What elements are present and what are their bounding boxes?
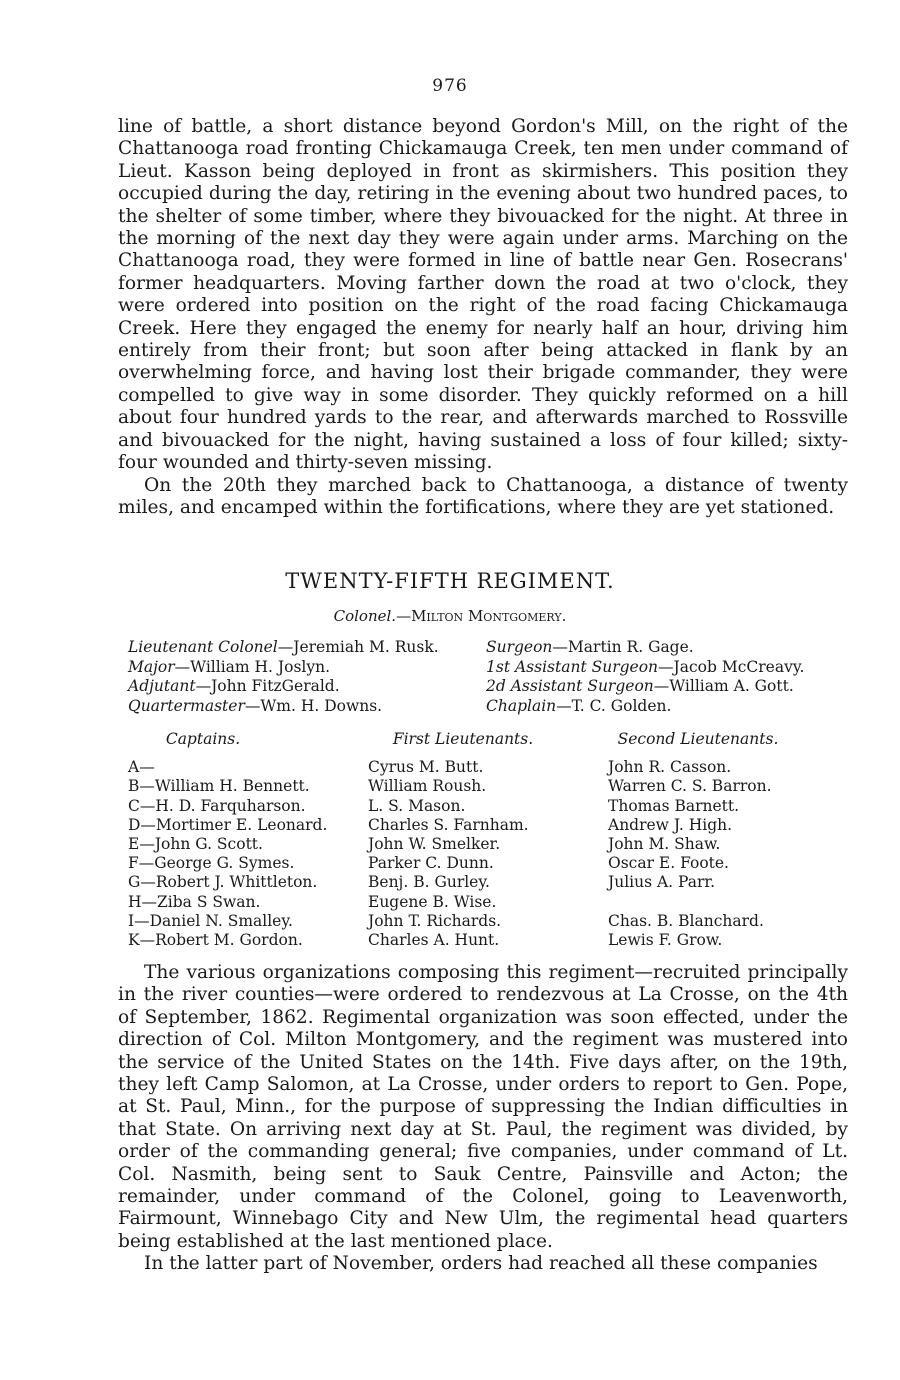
second-lieutenant-cell: Warren C. S. Barron. [608, 777, 772, 796]
captain-cell: F—George G. Symes. [128, 854, 295, 873]
intro-text [118, 116, 848, 519]
first-lieutenant-cell: Benj. B. Gurley. [368, 873, 490, 892]
colonel-name: Milton Montgomery. [411, 607, 567, 625]
second-lieutenant-cell: Chas. B. Blanchard. [608, 911, 764, 930]
second-lieutenant-cell [608, 893, 788, 912]
body-paragraph-1: The various organizations composing this regiment—recruited principally in the river counties—were ordered to rendezvous at La Crosse, on the 4th of September, 1862. Regimental organization was soon effected, under the direction of Col. Milton Montgomery, and the regiment was mustered into the service of the United States on the 14th. Five days after, on the 19th, they left Camp Salomon, at La Crosse, under orders to report to Gen. Pope, at St. Paul, Minn., for the purpose of suppressing the Indian difficulties in that State. On arriving next day at St. Paul, the regiment was divided, by order of the commanding general; five companies, under command of Lt. Col. Nasmith, being sent to Sauk Centre, Painsville and Acton; the remainder, under command of the Colonel, going to Leavenworth, Fairmount, Winnebago City and New Ulm, the regimental head quarters being established at the last mentioned place. [118, 962, 848, 1252]
captain-cell: B—William H. Bennett. [128, 777, 310, 796]
first-lieutenant-cell: Charles A. Hunt. [368, 930, 500, 949]
first-lieutenant-cell: William Roush. [368, 777, 487, 796]
second-lieutenant-cell: Andrew J. High. [608, 815, 733, 834]
captain-cell: C—H. D. Farquharson. [128, 796, 306, 815]
body-paragraph-2: In the latter part of November, orders had reached all these companies [144, 1253, 818, 1275]
first-lieutenants-header: First Lieutenants. [392, 730, 534, 748]
officer-entry: Lieutenant Colonel—Jeremiah M. Rusk. [128, 638, 439, 656]
captain-cell: K—Robert M. Gordon. [128, 930, 303, 949]
second-lieutenants-column [608, 730, 788, 950]
intro-paragraph-2: On the 20th they marched back to Chattanooga, a distance of twenty miles, and encamped within the fortifications, where they are yet stationed. [118, 474, 848, 518]
captain-cell: D—Mortimer E. Leonard. [128, 815, 328, 834]
first-lieutenant-cell: Charles S. Farnham. [368, 815, 529, 834]
second-lieutenant-cell: John R. Casson. [608, 758, 732, 777]
captain-cell: A— [128, 758, 155, 777]
second-lieutenant-cell: Lewis F. Grow. [608, 930, 723, 949]
field-officers-left [128, 638, 439, 716]
first-lieutenant-cell: Cyrus M. Butt. [368, 758, 484, 777]
second-lieutenant-cell: Thomas Barnett. [608, 796, 740, 815]
officer-entry: 1st Assistant Surgeon—Jacob McCreavy. [486, 657, 805, 676]
officer-entry: Surgeon—Martin R. Gage. [486, 638, 694, 656]
captain-cell: E—John G. Scott. [128, 834, 263, 853]
body-text [118, 962, 848, 1276]
page-number: 976 [432, 76, 468, 96]
first-lieutenant-cell: John T. Richards. [368, 911, 502, 930]
intro-paragraph-1: line of battle, a short distance beyond Gordon's Mill, on the right of the Chattanooga road fronting Chickamauga Creek, ten men under command of Lieut. Kasson being deployed in front as skirmishers. This position they occupied during the day, retiring in the evening about two hundred paces, to the shelter of some timber, where they bivouacked for the night. At three in the morning of the next day they were again under arms. Marching on the Chattanooga road, they were formed in line of battle near Gen. Rosecrans' former headquarters. Moving farther down the road at two o'clock, they were ordered into position on the right of the road facing Chickamauga Creek. Here they engaged the enemy for nearly half an hour, driving him entirely from their front; but soon after being attacked in flank by an overwhelming force, and having lost their brigade commander, they were compelled to give way in some disorder. They quickly reformed on a hill about four hundred yards to the rear, and afterwards marched to Rossville and bivouacked for the night, having sustained a loss of four killed; sixty-four wounded and thirty-seven missing. [118, 116, 848, 474]
first-lieutenant-cell: John W. Smelker. [368, 834, 501, 853]
first-lieutenants-column [368, 730, 558, 950]
captain-cell: I—Daniel N. Smalley. [128, 911, 293, 930]
officer-entry: 2d Assistant Surgeon—William A. Gott. [486, 677, 794, 695]
captains-header: Captains. [165, 730, 241, 748]
captain-cell: G—Robert J. Whittleton. [128, 873, 318, 892]
colonel-line: Colonel.—Milton Montgomery. [333, 607, 567, 625]
captain-cell: H—Ziba S Swan. [128, 892, 261, 911]
colonel-role: Colonel. [333, 607, 397, 625]
first-lieutenant-cell: Parker C. Dunn. [368, 854, 494, 873]
second-lieutenant-cell: John M. Shaw. [608, 834, 721, 853]
captains-column [128, 730, 327, 950]
first-lieutenant-cell: Eugene B. Wise. [368, 892, 497, 911]
second-lieutenants-header: Second Lieutenants. [617, 730, 779, 748]
second-lieutenant-cell: Oscar E. Foote. [608, 854, 729, 873]
second-lieutenant-cell: Julius A. Parr. [608, 873, 716, 892]
officer-entry: Adjutant—John FitzGerald. [128, 677, 340, 695]
first-lieutenant-cell: L. S. Mason. [368, 796, 466, 815]
field-officers-right [486, 638, 804, 716]
officer-entry: Quartermaster—Wm. H. Downs. [128, 696, 383, 715]
officer-entry: Chaplain—T. C. Golden. [486, 696, 672, 715]
regiment-title: TWENTY-FIFTH REGIMENT. [285, 569, 615, 593]
officer-entry: Major—William H. Joslyn. [128, 657, 331, 676]
